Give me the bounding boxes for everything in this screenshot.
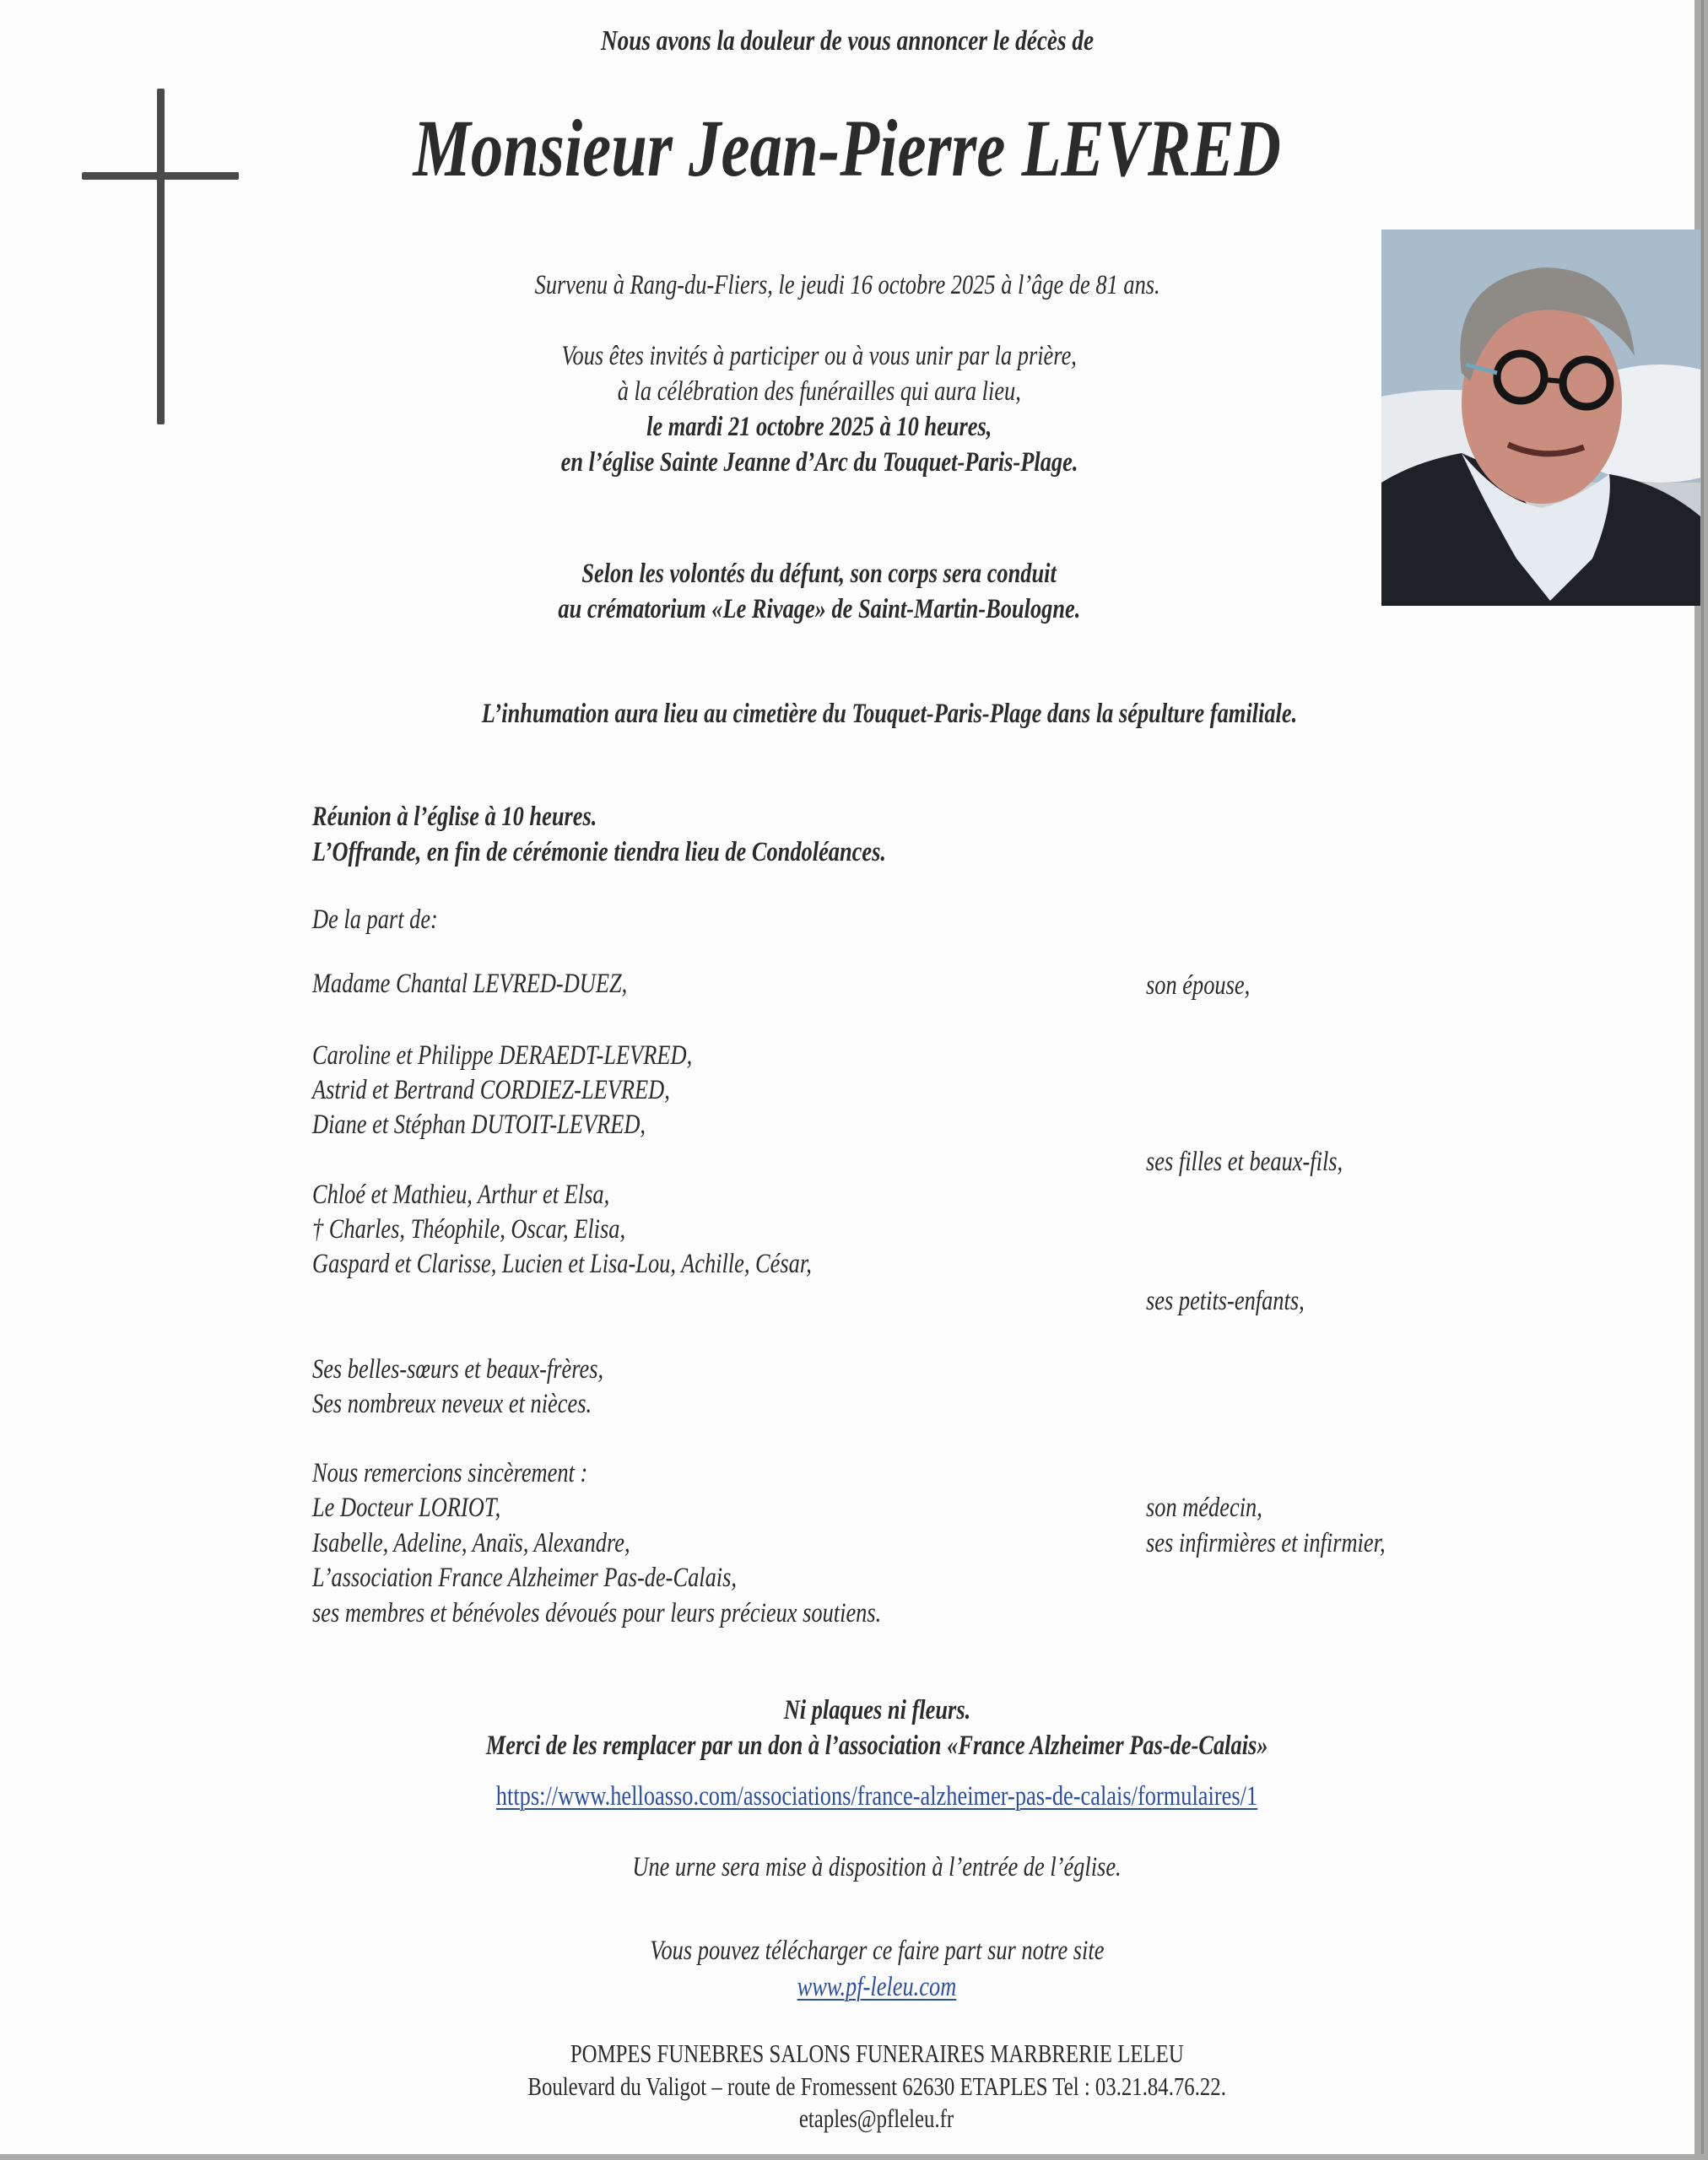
thanks-heading-text: Nous remercions sincèrement : [312, 1458, 588, 1488]
funeral-date-text: le mardi 21 octobre 2025 à 10 heures, [646, 412, 992, 442]
grandchildren-line [312, 1216, 704, 1244]
grandchildren-text: Chloé et Mathieu, Arthur et Elsa, [312, 1180, 610, 1210]
offering-info [312, 839, 1030, 867]
child-couple-text: Astrid et Bertrand CORDIEZ-LEVRED, [312, 1075, 670, 1105]
invite-line-2 [0, 378, 1667, 406]
in-laws-text: Ses belles-sœurs et beaux-frères, [312, 1354, 604, 1385]
children-relation [1146, 1148, 1392, 1176]
no-flowers-notice [30, 1697, 1708, 1725]
association-thanks [312, 1564, 843, 1592]
donation-link[interactable]: https://www.helloasso.com/associations/france-alzheimer-pas-de-calais/formulaires/1 [495, 1781, 1258, 1812]
association-text: L’association France Alzheimer Pas-de-Calais, [312, 1563, 738, 1593]
website-link-row [30, 1974, 1708, 2001]
invite-text: Vous êtes invités à participer ou à vous unir par la prière, [561, 341, 1078, 371]
company-address [30, 2073, 1708, 2099]
cremation-text: Selon les volontés du défunt, son corps sera conduit [581, 559, 1057, 589]
death-announcement [0, 272, 1694, 300]
download-notice [30, 1937, 1708, 1965]
burial-text: L’inhumation aura lieu au cimetière du Touquet-Paris-Plage dans la sépulture familiale. [481, 699, 1298, 729]
company-email[interactable]: etaples@pfleleu.fr [799, 2103, 954, 2133]
nurses-relation-text: ses infirmières et infirmier, [1146, 1528, 1386, 1558]
spouse-name [312, 970, 706, 998]
members-text: ses membres et bénévoles dévoués pour leurs précieux soutiens. [312, 1598, 882, 1628]
doctor-relation-text: son médecin, [1146, 1493, 1262, 1523]
spouse-relation [1146, 972, 1276, 1000]
child-couple-text: Diane et Stéphan DUTOIT-LEVRED, [312, 1110, 646, 1140]
child-couple-text: Caroline et Philippe DERAEDT-LEVRED, [312, 1040, 693, 1071]
doctor-relation [1146, 1494, 1291, 1522]
download-text: Vous pouvez télécharger ce faire part sur notre site [649, 1936, 1105, 1966]
doctor-name-text: Le Docteur LORIOT, [312, 1493, 501, 1523]
company-address-text: Boulevard du Valigot – route de Fromessent 62630 ETAPLES Tel : 03.21.84.76.22. [527, 2071, 1226, 2101]
nephews-nieces-text: Ses nombreux neveux et nièces. [312, 1389, 592, 1419]
meeting-info [312, 803, 668, 831]
nurses-relation [1146, 1530, 1445, 1558]
urn-text: Une urne sera mise à disposition à l’entrée de l’église. [632, 1852, 1122, 1882]
company-name-text: POMPES FUNEBRES SALONS FUNERAIRES MARBRERIE LELEU [570, 2038, 1184, 2068]
invite-text: à la célébration des funérailles qui aura lieu, [617, 376, 1022, 407]
spouse-relation-text: son épouse, [1146, 970, 1251, 1001]
members-thanks [312, 1600, 1024, 1628]
grandchildren-relation [1146, 1288, 1344, 1315]
in-laws [312, 1356, 676, 1384]
scan-edge [1701, 0, 1704, 2154]
child-couple [312, 1111, 729, 1139]
child-couple [312, 1042, 787, 1070]
burial-info [42, 700, 1708, 728]
grandchildren-line [312, 1181, 684, 1209]
invite-line-1 [0, 343, 1667, 370]
family-heading-text: De la part de: [312, 904, 438, 935]
grandchildren-relation-text: ses petits-enfants, [1146, 1286, 1305, 1316]
spouse-name-text: Madame Chantal LEVRED-DUEZ, [312, 969, 628, 999]
grandchildren-line [312, 1250, 937, 1278]
cremation-line-1 [0, 560, 1667, 588]
nurses-names [312, 1530, 710, 1558]
grandchildren-text: † Charles, Théophile, Oscar, Elisa, [312, 1214, 626, 1245]
deceased-name-title [0, 103, 1694, 193]
donation-request [30, 1732, 1708, 1760]
offering-text: L’Offrande, en fin de cérémonie tiendra lieu de Condoléances. [312, 837, 886, 867]
doctor-name [312, 1494, 548, 1522]
meeting-text: Réunion à l’église à 10 heures. [312, 802, 597, 832]
intro-text [0, 27, 1694, 56]
children-relation-text: ses filles et beaux-fils, [1146, 1147, 1343, 1177]
grandchildren-text: Gaspard et Clarisse, Lucien et Lisa-Lou, Achille, César, [312, 1249, 812, 1279]
cremation-line-2 [0, 596, 1667, 624]
funeral-location [0, 449, 1667, 477]
child-couple [312, 1077, 759, 1104]
website-link[interactable]: www.pf-leleu.com [797, 1972, 957, 2002]
donation-link-row [30, 1783, 1708, 1811]
intro-label: Nous avons la douleur de vous annoncer le décès de [600, 25, 1095, 57]
title-label: Monsieur Jean-Pierre LEVRED [413, 103, 1282, 193]
company-email-row [30, 2105, 1708, 2131]
funeral-location-text: en l’église Sainte Jeanne d’Arc du Touquet-Paris-Plage. [560, 447, 1078, 478]
urn-notice [30, 1854, 1708, 1882]
nephews-nieces [312, 1390, 662, 1418]
donation-request-text: Merci de les remplacer par un don à l’association «France Alzheimer Pas-de-Calais» [485, 1731, 1268, 1761]
nurses-names-text: Isabelle, Adeline, Anaïs, Alexandre, [312, 1528, 630, 1558]
funeral-date [0, 413, 1667, 441]
no-flowers-text: Ni plaques ni fleurs. [783, 1695, 970, 1725]
cremation-text: au crématorium «Le Rivage» de Saint-Martin-Boulogne. [558, 594, 1081, 624]
family-heading [312, 906, 469, 934]
thanks-heading [312, 1460, 657, 1488]
company-name [30, 2040, 1708, 2066]
death-text: Survenu à Rang-du-Fliers, le jeudi 16 octobre 2025 à l’âge de 81 ans. [534, 270, 1160, 300]
